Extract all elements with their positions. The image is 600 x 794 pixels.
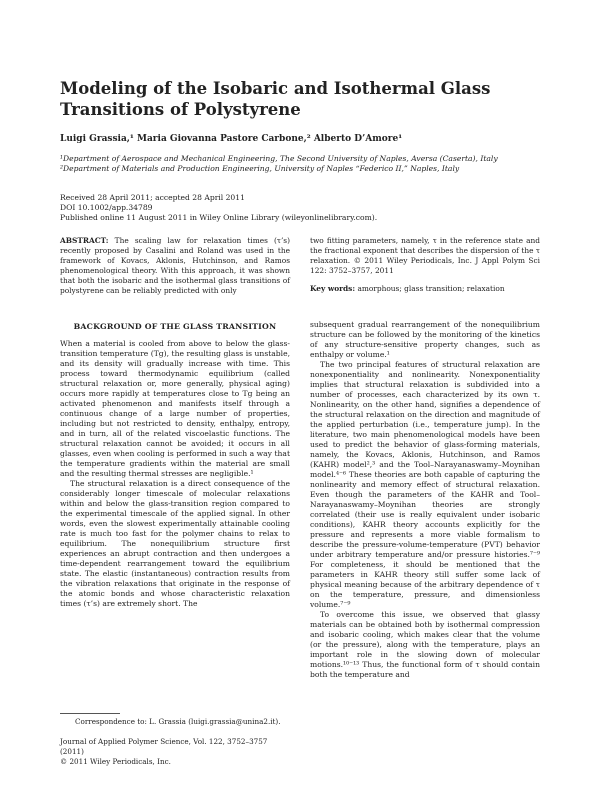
abstract-right: [310, 236, 540, 294]
abstract-text-right: two fitting parameters, namely, τ in the reference state and the fractional exponent that describes the dispersion of the τ relaxation. © 2011 Wiley Periodicals, Inc. J Appl Polym Sci 122: 3752–3757, 2011: [310, 236, 540, 275]
footnote-divider: [60, 713, 120, 714]
journal-info: [60, 737, 290, 767]
abstract-label: ABSTRACT:: [60, 236, 109, 245]
author-list: Luigi Grassia,¹ Maria Giovanna Pastore Carbone,² Alberto D’Amore¹: [60, 134, 403, 144]
affiliation-2: ²Department of Materials and Production Engineering, University of Naples “Federico II,” Naples, Italy: [60, 164, 460, 173]
correspondence-note: Correspondence to: L. Grassia (luigi.grassia@unina2.it).: [75, 717, 281, 726]
paragraph: When a material is cooled from above to below the glass-transition temperature (Tg), the resulting glass is unstable, and its density will gradually increase with time. This process toward thermodynamic equilibrium (called structural relaxation or, more generally, physical aging) occurs more rapidly at temperatures close to Tg being an activated phenomenon and manifests itself through a continuous change of a large number of properties, including but not restricted to density, enthalpy, entropy, and in turn, all of the related viscoelastic functions. The structural relaxation cannot be avoided; it occurs in all glasses, even when cooling is performed in such a way that the temperature gradients within the material are small and the resulting thermal stresses are negligible.¹: [60, 339, 290, 478]
article-title: Modeling of the Isobaric and Isothermal Glass Transitions of Polystyrene: [60, 79, 491, 119]
affiliations: [60, 154, 560, 174]
copyright: © 2011 Wiley Periodicals, Inc.: [60, 757, 171, 766]
received-date: Received 28 April 2011; accepted 28 April 2011: [60, 193, 245, 202]
body-column-left: [60, 339, 290, 609]
paragraph: To overcome this issue, we observed that glassy materials can be obtained both by isothermal compression and isobaric cooling, which makes clear that the volume (or the pressure), along with the temperature, plays an important role in the slowing down of molecular motions.¹⁰⁻¹³ Thus, the functional form of τ should contain both the temperature and: [310, 610, 540, 679]
publication-info: [60, 193, 560, 223]
keywords-label: Key words:: [310, 284, 356, 293]
doi: DOI 10.1002/app.34789: [60, 203, 153, 212]
abstract-left: [60, 236, 290, 296]
paragraph: The two principal features of structural relaxation are nonexponentiality and nonlinearity. Nonexponentiality implies that structural relaxation is subdivided into a number of processes, each characterized by its own τ. Nonlinearity, on the other hand, signifies a dependence of the structural relaxation on the direction and magnitude of the applied perturbation (i.e., temperature jump). In the literature, two main phenomenological models have been used to predict the behavior of glass-forming materials, namely, the Kovacs, Aklonis, Hutchinson, and Ramos (KAHR) model²,³ and the Tool–Narayanaswamy–Moynihan model.⁴⁻⁶ These theories are both capable of capturing the nonlinearity and memory effect of structural relaxation. Even though the parameters of the KAHR and Tool–Narayanaswamy–Moynihan theories are strongly correlated (their use is really equivalent under isobaric conditions), KAHR theory accounts explicitly for the pressure and represents a more viable formalism to describe the pressure-volume-temperature (PVT) behavior under arbitrary temperature and/or pressure histories.⁷⁻⁹ For completeness, it should be mentioned that the parameters in KAHR theory still suffer some lack of physical meaning because of the arbitrary dependence of τ on the temperature, pressure, and dimensionless volume.⁷⁻⁹: [310, 360, 540, 609]
section-heading: BACKGROUND OF THE GLASS TRANSITION: [73, 322, 277, 331]
body-column-right: [310, 320, 540, 680]
journal-citation: Journal of Applied Polymer Science, Vol. 122, 3752–3757 (2011): [60, 737, 268, 756]
affiliation-1: ¹Department of Aerospace and Mechanical Engineering, The Second University of Naples, Aversa (Caserta), Italy: [60, 154, 498, 163]
abstract-text-left: The scaling law for relaxation times (τ’s) recently proposed by Casalini and Roland was used in the framework of Kovacs, Aklonis, Hutchinson, and Ramos phenomenological theory. With this approach, it was shown that both the isobaric and the isothermal glass transitions of polystyrene can be reliably predicted with only: [60, 236, 290, 295]
keywords-text: amorphous; glass transition; relaxation: [357, 284, 505, 293]
paragraph: The structural relaxation is a direct consequence of the considerably longer timescale of molecular relaxations within and below the glass-transition region compared to the experimental timescale of the applied signal. In other words, even the slowest experimentally attainable cooling rate is much too fast for the polymer chains to relax to equilibrium. The nonequilibrium structure first experiences an abrupt contraction and then undergoes a time-dependent rearrangement toward the equilibrium state. The elastic (instantaneous) contraction results from the vibration relaxations that originate in the response of the atomic bonds and whose characteristic relaxation times (τ’s) are extremely short. The: [60, 479, 290, 608]
paragraph: subsequent gradual rearrangement of the nonequilibrium structure can be followed by the monitoring of the kinetics of any structure-sensitive property changes, such as enthalpy or volume.¹: [310, 320, 540, 359]
published-date: Published online 11 August 2011 in Wiley Online Library (wileyonlinelibrary.com).: [60, 213, 378, 222]
keywords: [310, 284, 540, 294]
